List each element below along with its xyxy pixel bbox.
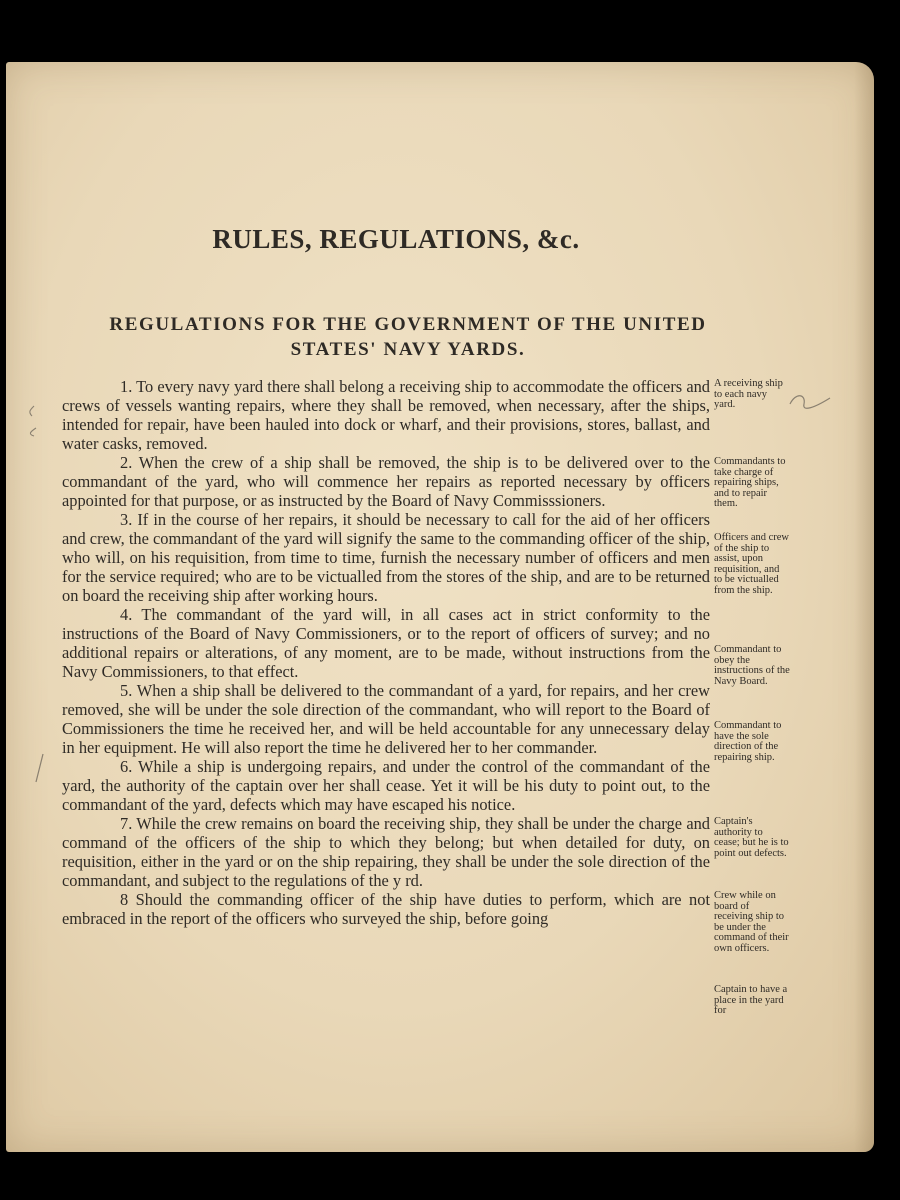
- margin-note-8: Captain to have a place in the yard for: [714, 984, 788, 1016]
- regulation-paragraph-1: 1. To every navy yard there shall belong a receiving ship to accommodate the officers and crews of vessels wanting repairs, where they shall be removed, when necessary, after the ships, intended for repair, have been hauled into dock or wharf, and their provisions, stores, ballast, and water casks, removed.: [62, 377, 710, 453]
- regulation-paragraph-4: 4. The commandant of the yard will, in all cases act in strict conformity to the instructions of the Board of Navy Commissioners, or to the report of officers of survey; and no additional repairs or alterations, of any moment, are to be made, without instructions from the Navy Commissioners, to that effect.: [62, 605, 710, 681]
- regulations-body: [62, 377, 710, 928]
- pencil-mark-left-top: [20, 402, 40, 442]
- section-heading-line-1: REGULATIONS FOR THE GOVERNMENT OF THE UNITED: [109, 314, 707, 335]
- page-edge-shadow: [854, 62, 874, 1152]
- margin-note-3: Officers and crew of the ship to assist, upon requisition, and to be victualled from the ship.: [714, 532, 790, 596]
- section-heading: [58, 312, 758, 362]
- margin-note-2: Commandants to take charge of repairing ships, and to repair them.: [714, 456, 786, 509]
- margin-note-6: Captain's authority to cease; but he is to point out defects.: [714, 816, 789, 859]
- margin-note-7: Crew while on board of receiving ship to be under the command of their own officers.: [714, 890, 789, 954]
- regulation-paragraph-3: 3. If in the course of her repairs, it should be necessary to call for the aid of her officers and crew, the commandant of the yard will signify the same to the commanding officer of the ship, who will, on his requisition, from time to time, furnish the necessary number of officers and men for the service required; who are to be victualled from the stores of the ship, and are to be returned on board the receiving ship after working hours.: [62, 510, 710, 605]
- pencil-mark-right: [786, 390, 836, 414]
- margin-note-5: Commandant to have the sole direction of the repairing ship.: [714, 720, 782, 763]
- pencil-mark-left-slash: [32, 752, 46, 786]
- margin-note-4: Commandant to obey the instructions of the Navy Board.: [714, 644, 790, 687]
- regulation-paragraph-7: 7. While the crew remains on board the receiving ship, they shall be under the charge and command of the officers of the ship to which they belong; but when detailed for duty, on requisition, either in the yard or on the ship repairing, they shall be under the sole direction of the commandant, and subject to the regulations of the y rd.: [62, 814, 710, 890]
- regulation-paragraph-8: 8 Should the commanding officer of the ship have duties to perform, which are not embraced in the report of the officers who surveyed the ship, before going: [62, 890, 710, 928]
- page-title: RULES, REGULATIONS, &c.: [212, 224, 580, 254]
- regulation-paragraph-2: 2. When the crew of a ship shall be removed, the ship is to be delivered over to the commandant of the yard, who will commence her repairs as reported necessary by officers appointed for that purpose, or as instructed by the Board of Navy Commisssioners.: [62, 453, 710, 510]
- document-page: [6, 62, 874, 1152]
- section-heading-line-2: STATES' NAVY YARDS.: [290, 339, 526, 360]
- regulation-paragraph-5: 5. When a ship shall be delivered to the commandant of a yard, for repairs, and her crew removed, she will be under the sole direction of the commandant, who will report to the Board of Commissioners the time he received her, and will be held accountable for any unnecessary delay in her equipment. He will also report the time he delivered her to her commander.: [62, 681, 710, 757]
- regulation-paragraph-6: 6. While a ship is undergoing repairs, and under the control of the commandant of the yard, the authority of the captain over her shall cease. Yet it will be his duty to point out, to the commandant of the yard, defects which may have escaped his notice.: [62, 757, 710, 814]
- margin-note-1: A receiving ship to each navy yard.: [714, 378, 783, 410]
